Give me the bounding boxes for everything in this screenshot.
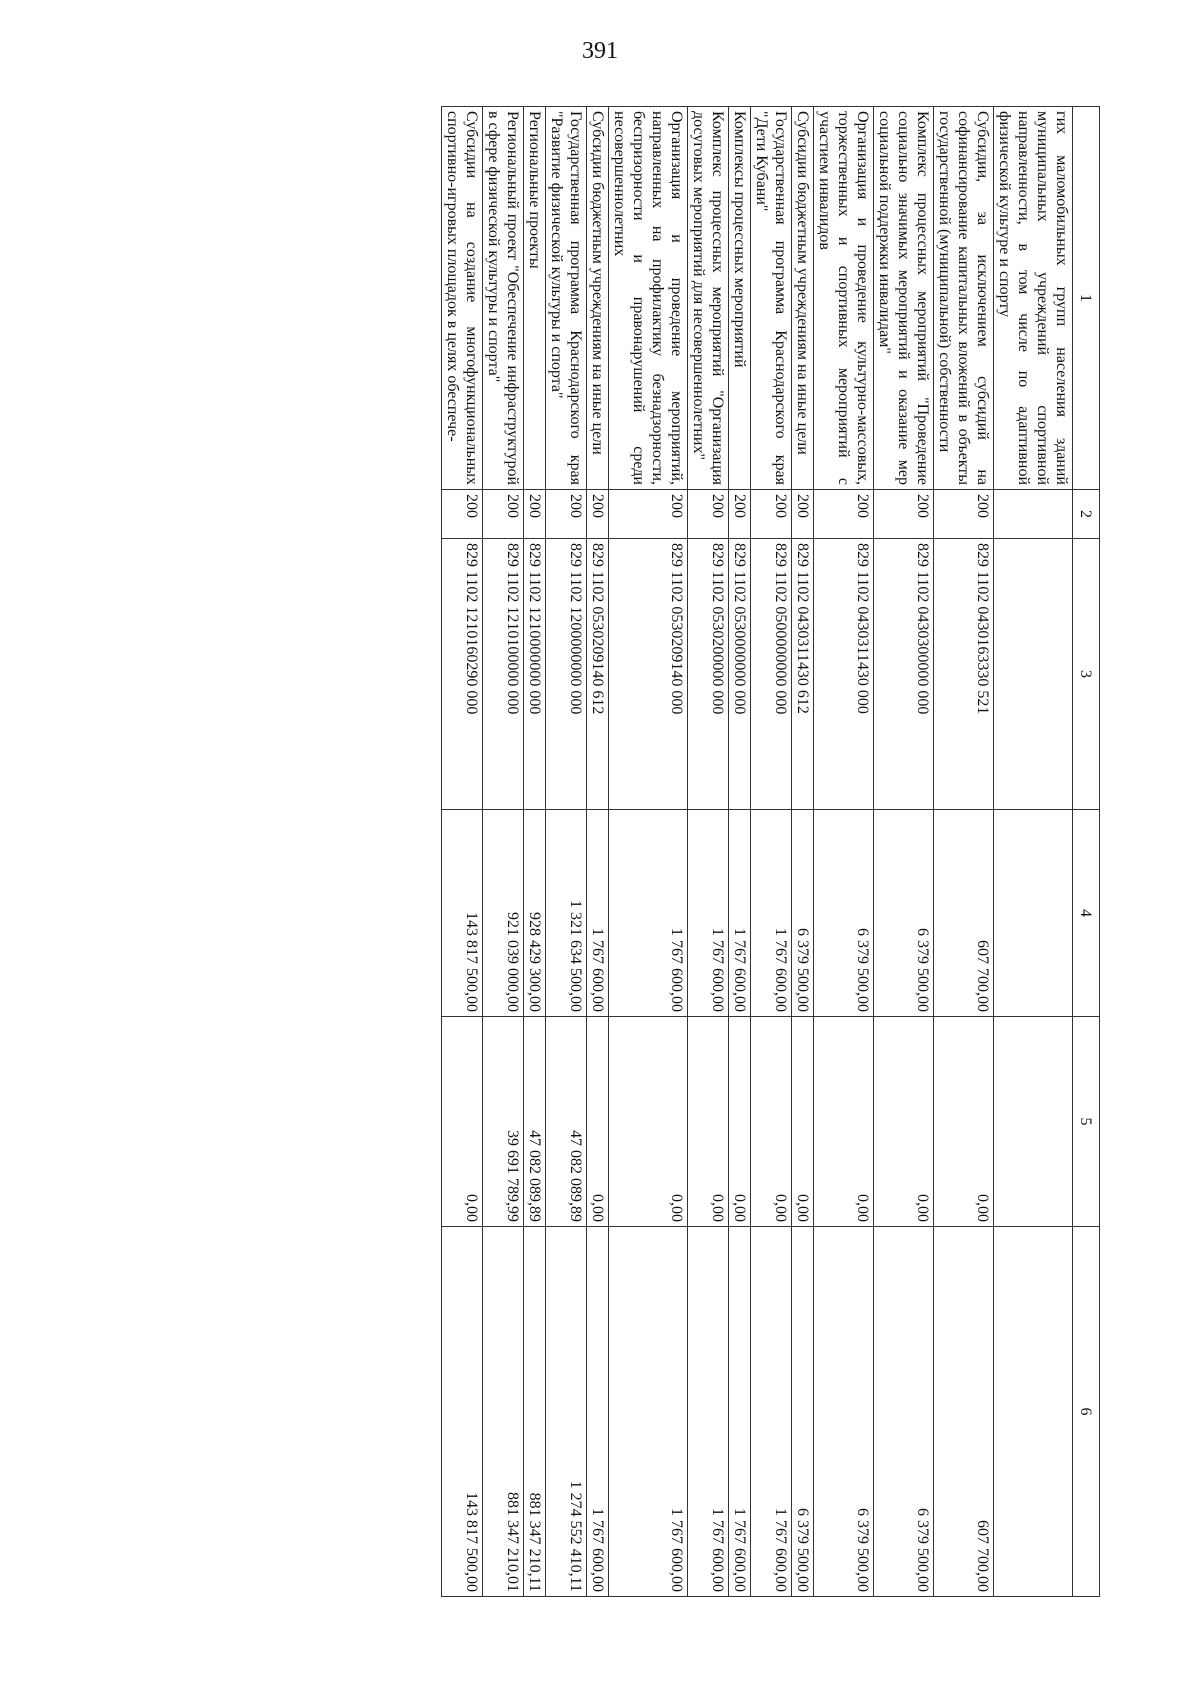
row-amount-cell: 928 429 300,00 bbox=[524, 810, 546, 1017]
column-header: 3 bbox=[1073, 539, 1100, 810]
row-name-cell: Субсидии на создание многофункциональных спортивно-игровых площадок в целях обеспече- bbox=[442, 107, 483, 490]
table-row bbox=[792, 107, 814, 1597]
row-total-cell: 1 767 600,00 bbox=[587, 1227, 609, 1597]
row-column2-cell: 200 bbox=[729, 490, 751, 539]
column-header: 5 bbox=[1073, 1017, 1100, 1227]
budget-table bbox=[441, 106, 1100, 1597]
table-row bbox=[729, 107, 751, 1597]
table-row bbox=[688, 107, 729, 1597]
row-amount-cell: 607 700,00 bbox=[934, 810, 994, 1017]
row-amount-cell: 1 767 600,00 bbox=[609, 810, 688, 1017]
row-total-cell: 1 767 600,00 bbox=[729, 1227, 751, 1597]
row-total-cell: 607 700,00 bbox=[934, 1227, 994, 1597]
row-change-cell: 0,00 bbox=[729, 1017, 751, 1227]
row-name-cell: Региональный проект "Обеспечение инфраструктурой в сфере физической культуры и спорта" bbox=[483, 107, 524, 490]
row-total-cell: 1 767 600,00 bbox=[688, 1227, 729, 1597]
row-column2-cell: 200 bbox=[546, 490, 587, 539]
row-column2-cell: 200 bbox=[483, 490, 524, 539]
row-amount-cell bbox=[994, 810, 1073, 1017]
row-column2-cell: 200 bbox=[442, 490, 483, 539]
row-amount-cell: 6 379 500,00 bbox=[792, 810, 814, 1017]
row-column2-cell: 200 bbox=[688, 490, 729, 539]
row-code-cell: 829 1102 1210160290 000 bbox=[442, 539, 483, 810]
table-row bbox=[751, 107, 792, 1597]
row-change-cell: 0,00 bbox=[814, 1017, 874, 1227]
row-name-cell: Комплекс процессных мероприятий "Проведение социально значимых мероприятий и оказание мер социальной поддержки инвалидам" bbox=[874, 107, 934, 490]
row-change-cell: 0,00 bbox=[688, 1017, 729, 1227]
row-change-cell: 0,00 bbox=[587, 1017, 609, 1227]
row-column2-cell: 200 bbox=[792, 490, 814, 539]
row-code-cell: 829 1102 1210100000 000 bbox=[483, 539, 524, 810]
table-row bbox=[609, 107, 688, 1597]
row-name-cell: Субсидии бюджетным учреждениям на иные цели bbox=[792, 107, 814, 490]
row-change-cell: 47 082 089,89 bbox=[546, 1017, 587, 1227]
row-column2-cell bbox=[994, 490, 1073, 539]
row-amount-cell: 6 379 500,00 bbox=[874, 810, 934, 1017]
row-column2-cell: 200 bbox=[814, 490, 874, 539]
column-header: 2 bbox=[1073, 490, 1100, 539]
row-change-cell: 0,00 bbox=[934, 1017, 994, 1227]
row-name-cell: гих маломобильных групп населения зданий муниципальных учреждений спортивной направленности, в том числе по адаптивной физической культуре и спорту bbox=[994, 107, 1073, 490]
row-code-cell: 829 1102 0430311430 612 bbox=[792, 539, 814, 810]
column-header: 4 bbox=[1073, 810, 1100, 1017]
row-total-cell: 6 379 500,00 bbox=[792, 1227, 814, 1597]
row-change-cell: 0,00 bbox=[874, 1017, 934, 1227]
row-column2-cell: 200 bbox=[751, 490, 792, 539]
page-number: 391 bbox=[582, 38, 618, 64]
row-column2-cell: 200 bbox=[874, 490, 934, 539]
row-change-cell: 0,00 bbox=[751, 1017, 792, 1227]
column-header: 1 bbox=[1073, 107, 1100, 490]
row-amount-cell: 1 767 600,00 bbox=[587, 810, 609, 1017]
row-code-cell: 829 1102 1200000000 000 bbox=[546, 539, 587, 810]
row-code-cell: 829 1102 0500000000 000 bbox=[751, 539, 792, 810]
row-total-cell bbox=[994, 1227, 1073, 1597]
table-row bbox=[814, 107, 874, 1597]
row-column2-cell: 200 bbox=[587, 490, 609, 539]
row-name-cell: Организация и проведение культурно-массовых, торжественных и спортивных мероприятий с участием инвалидов bbox=[814, 107, 874, 490]
table-row bbox=[483, 107, 524, 1597]
row-total-cell: 143 817 500,00 bbox=[442, 1227, 483, 1597]
row-code-cell bbox=[994, 539, 1073, 810]
row-amount-cell: 6 379 500,00 bbox=[814, 810, 874, 1017]
row-code-cell: 829 1102 0530209140 612 bbox=[587, 539, 609, 810]
row-total-cell: 1 767 600,00 bbox=[751, 1227, 792, 1597]
row-change-cell: 0,00 bbox=[442, 1017, 483, 1227]
row-name-cell: Комплексы процессных мероприятий bbox=[729, 107, 751, 490]
row-code-cell: 829 1102 0430300000 000 bbox=[874, 539, 934, 810]
row-code-cell: 829 1102 1210000000 000 bbox=[524, 539, 546, 810]
row-total-cell: 1 274 552 410,11 bbox=[546, 1227, 587, 1597]
row-code-cell: 829 1102 0530209140 000 bbox=[609, 539, 688, 810]
row-column2-cell: 200 bbox=[524, 490, 546, 539]
row-amount-cell: 1 767 600,00 bbox=[751, 810, 792, 1017]
table-row bbox=[524, 107, 546, 1597]
row-amount-cell: 1 321 634 500,00 bbox=[546, 810, 587, 1017]
row-total-cell: 6 379 500,00 bbox=[874, 1227, 934, 1597]
row-name-cell: Субсидии, за исключением субсидий на софинансирование капитальных вложений в объекты государственной (муниципальной) собственности bbox=[934, 107, 994, 490]
row-name-cell: Государственная программа Краснодарского края "Дети Кубани" bbox=[751, 107, 792, 490]
row-change-cell: 0,00 bbox=[792, 1017, 814, 1227]
table-row bbox=[994, 107, 1073, 1597]
row-total-cell: 6 379 500,00 bbox=[814, 1227, 874, 1597]
row-total-cell: 881 347 210,01 bbox=[483, 1227, 524, 1597]
row-amount-cell: 921 039 000,00 bbox=[483, 810, 524, 1017]
table-row bbox=[587, 107, 609, 1597]
row-total-cell: 1 767 600,00 bbox=[609, 1227, 688, 1597]
row-code-cell: 829 1102 0430163330 521 bbox=[934, 539, 994, 810]
row-name-cell: Организация и проведение мероприятий, направленных на профилактику безнадзорности, беспризорности и правонарушений среди несовершеннолетних bbox=[609, 107, 688, 490]
row-change-cell: 47 082 089,89 bbox=[524, 1017, 546, 1227]
row-change-cell: 39 691 789,99 bbox=[483, 1017, 524, 1227]
row-total-cell: 881 347 210,11 bbox=[524, 1227, 546, 1597]
row-change-cell: 0,00 bbox=[609, 1017, 688, 1227]
row-code-cell: 829 1102 0530000000 000 bbox=[729, 539, 751, 810]
row-name-cell: Комплекс процессных мероприятий "Организация досуговых мероприятий для несовершеннолетних" bbox=[688, 107, 729, 490]
row-code-cell: 829 1102 0430311430 000 bbox=[814, 539, 874, 810]
table-row bbox=[934, 107, 994, 1597]
row-change-cell bbox=[994, 1017, 1073, 1227]
row-name-cell: Субсидии бюджетным учреждениям на иные цели bbox=[587, 107, 609, 490]
table-row bbox=[874, 107, 934, 1597]
row-name-cell: Региональные проекты bbox=[524, 107, 546, 490]
row-amount-cell: 143 817 500,00 bbox=[442, 810, 483, 1017]
row-name-cell: Государственная программа Краснодарского края "Развитие физической культуры и спорта" bbox=[546, 107, 587, 490]
header-row bbox=[1073, 107, 1100, 1597]
table-row bbox=[442, 107, 483, 1597]
column-header: 6 bbox=[1073, 1227, 1100, 1597]
row-column2-cell: 200 bbox=[609, 490, 688, 539]
row-column2-cell: 200 bbox=[934, 490, 994, 539]
row-amount-cell: 1 767 600,00 bbox=[688, 810, 729, 1017]
row-code-cell: 829 1102 0530200000 000 bbox=[688, 539, 729, 810]
table-row bbox=[546, 107, 587, 1597]
row-amount-cell: 1 767 600,00 bbox=[729, 810, 751, 1017]
